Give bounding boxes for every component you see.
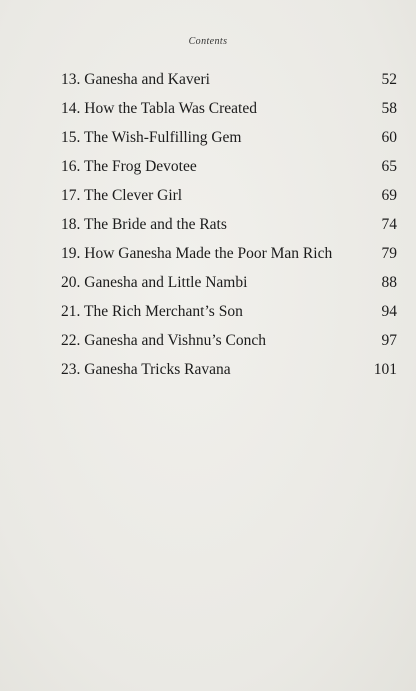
- toc-entry-page: 58: [381, 100, 397, 117]
- toc-entry: [61, 157, 397, 186]
- toc-entry-title: 19. How Ganesha Made the Poor Man Rich: [61, 245, 333, 262]
- toc-entry: [61, 331, 397, 360]
- toc-entry-title: 21. The Rich Merchant’s Son: [61, 303, 243, 320]
- toc-entry-title: 17. The Clever Girl: [61, 187, 183, 204]
- toc-entry-title: 22. Ganesha and Vishnu’s Conch: [61, 332, 266, 349]
- toc-entry: [61, 360, 397, 389]
- toc-entry-page: 97: [381, 332, 397, 349]
- toc-entry: [61, 128, 397, 157]
- toc-entry-page: 69: [381, 187, 397, 204]
- toc-entry: [61, 70, 397, 99]
- toc-entry-page: 52: [381, 71, 397, 88]
- toc-entry: [61, 215, 397, 244]
- toc-entry: [61, 186, 397, 215]
- toc-entry-title: 13. Ganesha and Kaveri: [61, 71, 210, 88]
- toc-entry-title: 23. Ganesha Tricks Ravana: [61, 361, 231, 378]
- toc-entry-page: 60: [381, 129, 397, 146]
- toc-entry: [61, 302, 397, 331]
- toc-entry-page: 101: [373, 361, 397, 378]
- toc-entry-title: 14. How the Tabla Was Created: [61, 100, 257, 117]
- running-header: Contents: [188, 36, 228, 47]
- toc-entry-page: 65: [381, 158, 397, 175]
- toc-entry: [61, 244, 397, 273]
- toc-entry: [61, 99, 397, 128]
- toc-entry-page: 94: [381, 303, 397, 320]
- toc-entry-page: 79: [381, 245, 397, 262]
- toc-entry-title: 18. The Bride and the Rats: [61, 216, 227, 233]
- toc-entry-title: 15. The Wish-Fulfilling Gem: [61, 129, 242, 146]
- toc-entry-page: 88: [381, 274, 397, 291]
- table-of-contents: [61, 70, 397, 389]
- toc-entry-page: 74: [381, 216, 397, 233]
- toc-entry: [61, 273, 397, 302]
- toc-entry-title: 20. Ganesha and Little Nambi: [61, 274, 248, 291]
- toc-entry-title: 16. The Frog Devotee: [61, 158, 197, 175]
